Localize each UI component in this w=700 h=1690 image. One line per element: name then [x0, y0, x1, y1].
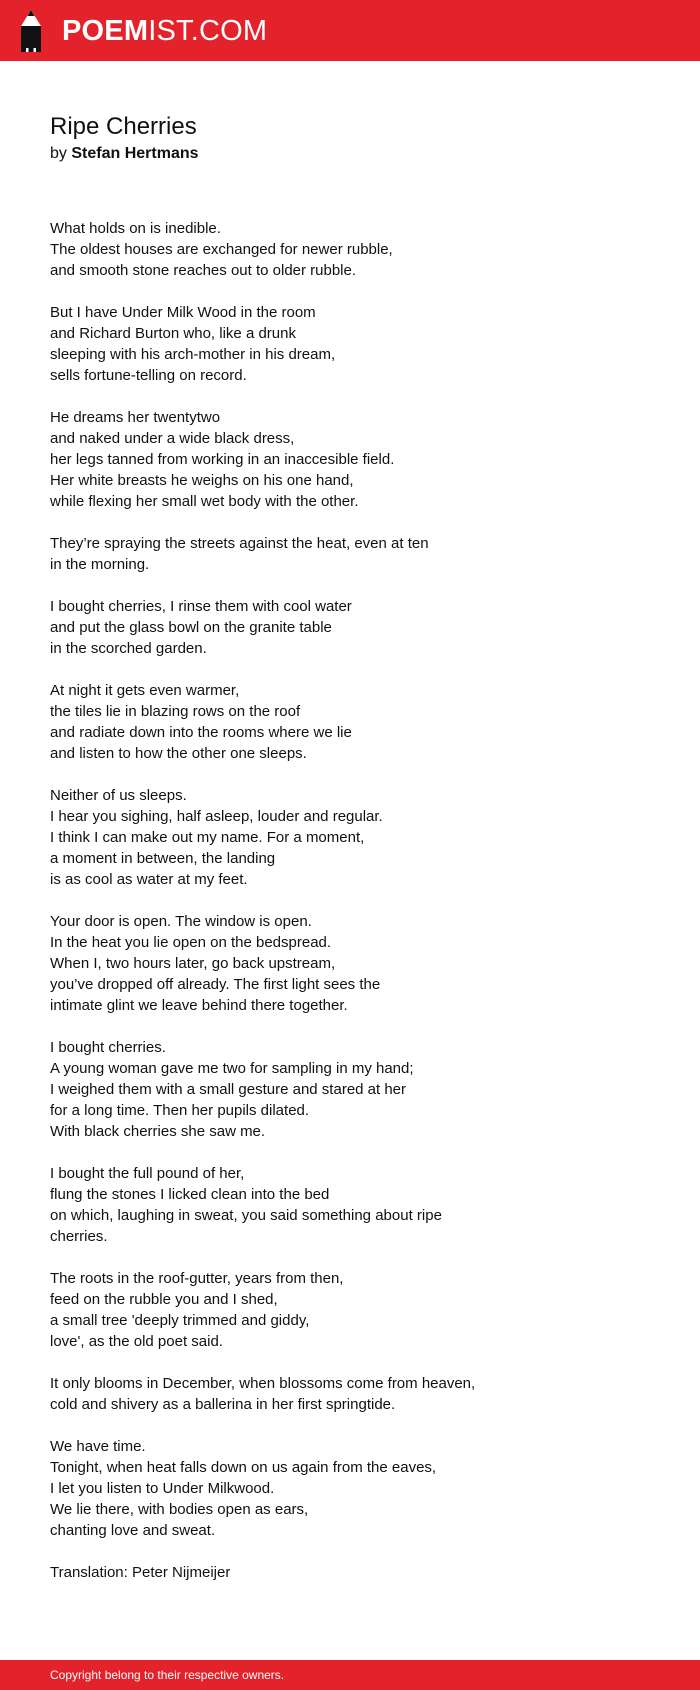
poem-stanza [50, 785, 670, 890]
poem-line: It only blooms in December, when blossoms come from heaven, [50, 1375, 476, 1392]
by-label: by [50, 145, 67, 162]
poem-content [50, 112, 670, 1583]
poem-stanza [50, 218, 670, 281]
poem-stanza [50, 596, 670, 659]
poem-line: on which, laughing in sweat, you said something about ripe [50, 1207, 442, 1224]
poem-line: What holds on is inedible. [50, 220, 221, 237]
poem-line: We lie there, with bodies open as ears, [50, 1501, 309, 1518]
poem-line: I bought cherries. [50, 1039, 166, 1056]
poem-line: a small tree 'deeply trimmed and giddy, [50, 1312, 310, 1329]
poem-line: At night it gets even warmer, [50, 682, 240, 699]
poem-title: Ripe Cherries [50, 113, 197, 140]
poem-stanza [50, 911, 670, 1016]
poem-line: and Richard Burton who, like a drunk [50, 325, 296, 342]
pencil-icon [18, 10, 44, 52]
poem-line: The roots in the roof-gutter, years from then, [50, 1270, 344, 1287]
author-name: Stefan Hertmans [71, 145, 199, 162]
poem-line: sleeping with his arch-mother in his dream, [50, 346, 336, 363]
poem-line: in the scorched garden. [50, 640, 207, 657]
poem-line: But I have Under Milk Wood in the room [50, 304, 316, 321]
poem-line: sells fortune-telling on record. [50, 367, 247, 384]
poem-stanza [50, 680, 670, 764]
poem-line: you’ve dropped off already. The first light sees the [50, 976, 381, 993]
poem-line: They’re spraying the streets against the heat, even at ten [50, 535, 429, 552]
poem-line: the tiles lie in blazing rows on the roof [50, 703, 301, 720]
poem-line: chanting love and sweat. [50, 1522, 216, 1539]
poem-stanza [50, 407, 670, 512]
poem-line: and radiate down into the rooms where we lie [50, 724, 352, 741]
stanza-list [50, 218, 670, 1541]
brand-bold: POEM [62, 15, 149, 47]
poem-stanza [50, 302, 670, 386]
poem-line: I weighed them with a small gesture and stared at her [50, 1081, 407, 1098]
poem-line: I hear you sighing, half asleep, louder and regular. [50, 808, 383, 825]
poem-line: cold and shivery as a ballerina in her first springtide. [50, 1396, 396, 1413]
poem-stanza [50, 1163, 670, 1247]
poem-line: intimate glint we leave behind there together. [50, 997, 348, 1014]
translation-credit: Translation: Peter Nijmeijer [50, 1564, 231, 1581]
poem-stanza [50, 1037, 670, 1142]
poem-line: is as cool as water at my feet. [50, 871, 248, 888]
poem-line: her legs tanned from working in an inaccesible field. [50, 451, 395, 468]
poem-line: and put the glass bowl on the granite table [50, 619, 332, 636]
poem-line: and smooth stone reaches out to older rubble. [50, 262, 357, 279]
brand-light: IST.COM [148, 15, 268, 47]
poem-line: When I, two hours later, go back upstream, [50, 955, 336, 972]
poem-line: for a long time. Then her pupils dilated. [50, 1102, 310, 1119]
poem-line: Her white breasts he weighs on his one hand, [50, 472, 354, 489]
poem-line: I let you listen to Under Milkwood. [50, 1480, 275, 1497]
poem-body [50, 218, 670, 1583]
poem-line: and listen to how the other one sleeps. [50, 745, 307, 762]
poem-line: He dreams her twentytwo [50, 409, 221, 426]
poem-line: love', as the old poet said. [50, 1333, 223, 1350]
poem-line: flung the stones I licked clean into the bed [50, 1186, 330, 1203]
poem-line: Neither of us sleeps. [50, 787, 187, 804]
poem-stanza [50, 1436, 670, 1541]
poem-line: Your door is open. The window is open. [50, 913, 312, 930]
site-footer [0, 1660, 700, 1690]
site-header [0, 0, 700, 61]
poem-line: In the heat you lie open on the bedspread. [50, 934, 332, 951]
site-brand [62, 10, 267, 52]
poem-line: With black cherries she saw me. [50, 1123, 266, 1140]
byline [50, 143, 670, 165]
poem-line: The oldest houses are exchanged for newer rubble, [50, 241, 393, 258]
poem-line: feed on the rubble you and I shed, [50, 1291, 278, 1308]
site-logo[interactable] [18, 10, 267, 52]
poem-line: I bought the full pound of her, [50, 1165, 245, 1182]
poem-line: We have time. [50, 1438, 146, 1455]
poem-line: in the morning. [50, 556, 150, 573]
poem-line: while flexing her small wet body with the other. [50, 493, 359, 510]
poem-stanza [50, 1268, 670, 1352]
copyright-text: Copyright belong to their respective owners. [50, 1668, 285, 1682]
poem-line: and naked under a wide black dress, [50, 430, 295, 447]
poem-line: a moment in between, the landing [50, 850, 276, 867]
poem-line: Tonight, when heat falls down on us again from the eaves, [50, 1459, 437, 1476]
poem-stanza [50, 1373, 670, 1415]
poem-stanza [50, 533, 670, 575]
poem-line: A young woman gave me two for sampling in my hand; [50, 1060, 414, 1077]
poem-line: I think I can make out my name. For a moment, [50, 829, 365, 846]
poem-line: I bought cherries, I rinse them with cool water [50, 598, 352, 615]
poem-line: cherries. [50, 1228, 108, 1245]
